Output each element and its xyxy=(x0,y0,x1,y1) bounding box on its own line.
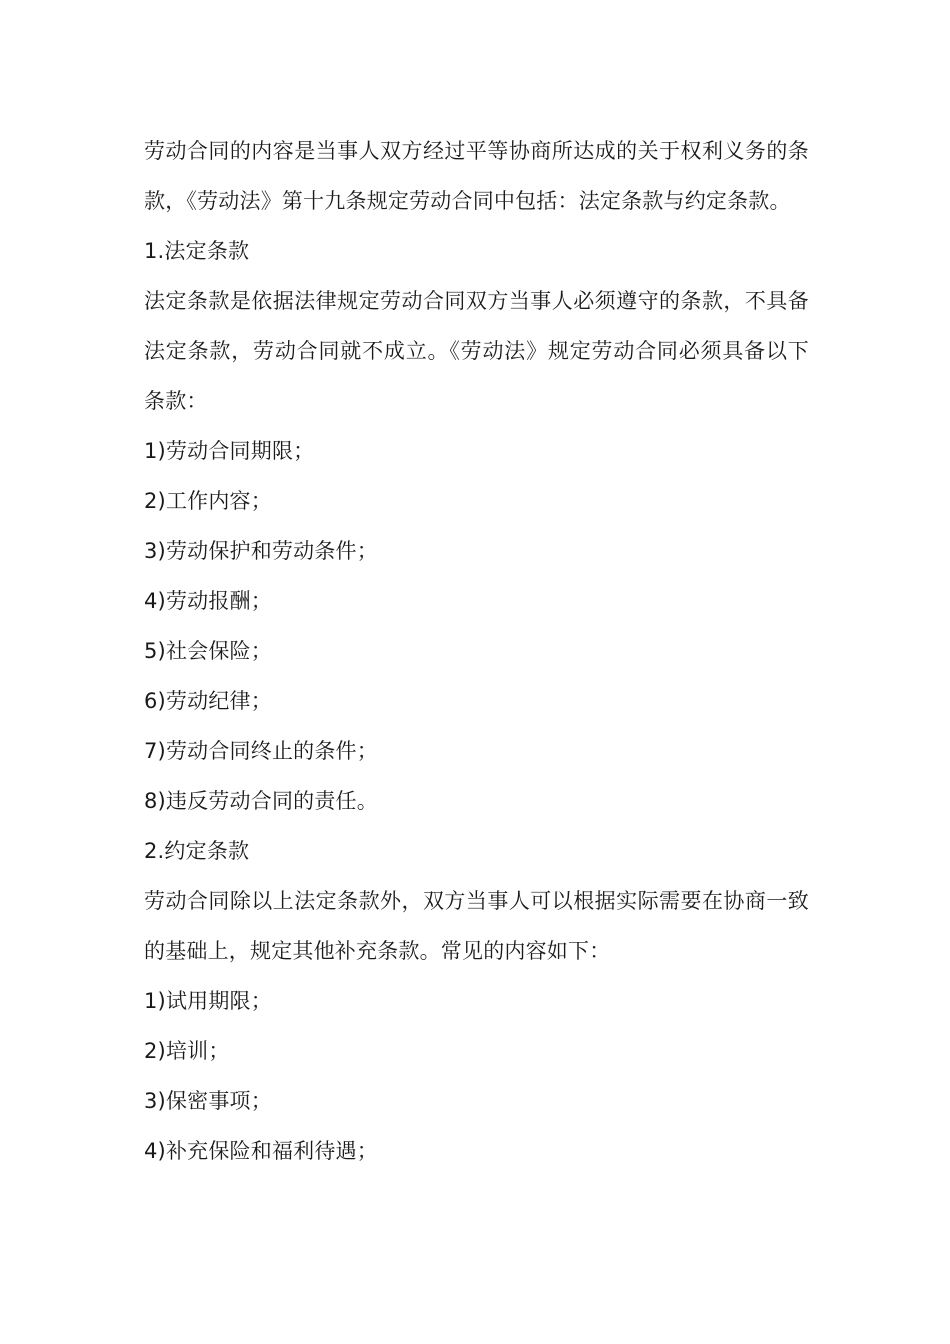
section1-paragraph: 法定条款是依据法律规定劳动合同双方当事人必须遵守的条款，不具备法定条款，劳动合同就不成立。《劳动法》规定劳动合同必须具备以下条款： xyxy=(144,289,809,413)
list-item: 7)劳动合同终止的条件； xyxy=(144,739,378,763)
list-item: 3)保密事项； xyxy=(144,1089,272,1113)
list-item: 3)劳动保护和劳动条件； xyxy=(144,539,378,563)
list-item: 4)补充保险和福利待遇； xyxy=(144,1139,378,1163)
list-item: 8)违反劳动合同的责任。 xyxy=(144,789,378,813)
list-item: 1)劳动合同期限； xyxy=(144,439,315,463)
section1-heading: 1.法定条款 xyxy=(144,239,250,263)
list-item: 2)工作内容； xyxy=(144,489,272,513)
section2-paragraph: 劳动合同除以上法定条款外，双方当事人可以根据实际需要在协商一致的基础上，规定其他补充条款。常见的内容如下： xyxy=(144,889,809,963)
intro-paragraph: 劳动合同的内容是当事人双方经过平等协商所达成的关于权利义务的条款，《劳动法》第十九条规定劳动合同中包括：法定条款与约定条款。 xyxy=(144,139,809,213)
list-item: 1)试用期限； xyxy=(144,989,272,1013)
document-body xyxy=(144,126,809,1176)
list-item: 5)社会保险； xyxy=(144,639,272,663)
list-item: 2)培训； xyxy=(144,1039,230,1063)
list-item: 4)劳动报酬； xyxy=(144,589,272,613)
section2-heading: 2.约定条款 xyxy=(144,839,250,863)
list-item: 6)劳动纪律； xyxy=(144,689,272,713)
